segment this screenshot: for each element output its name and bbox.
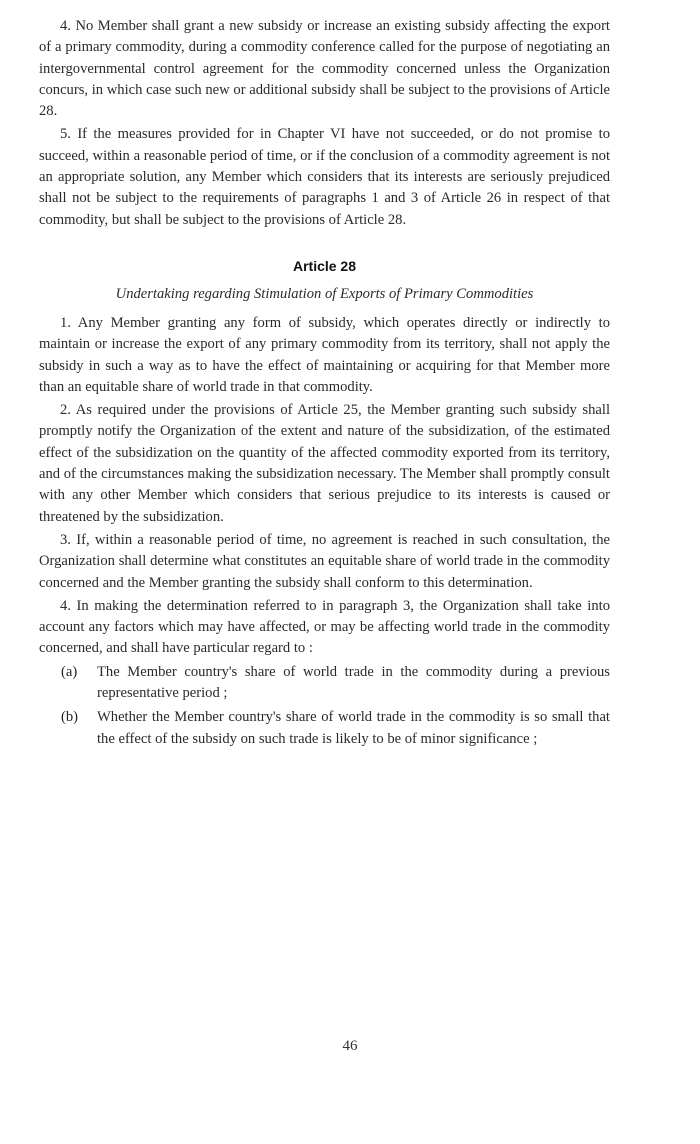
factor-list	[39, 662, 610, 750]
paragraph-4: 4. No Member shall grant a new subsidy or increase an existing subsidy affecting the export of a primary commodity, during a commodity conference called for the purpose of negotiating an intergovernmental control agreement for the commodity concerned unless the Organization concurs, in which case such new or additional subsidy shall be subject to the provisions of Article 28.	[39, 18, 610, 120]
document-page	[39, 16, 610, 753]
list-item-text: Whether the Member country's share of world trade in the commodity is so small that the effect of the subsidy on such trade is likely to be of minor significance ;	[97, 709, 610, 747]
article-paragraph-4: 4. In making the determination referred to in paragraph 3, the Organization shall take into account any factors which may have affected, or may be affecting world trade in the commodity concerned, and shall have particular regard to :	[39, 597, 610, 657]
paragraph-5: 5. If the measures provided for in Chapter VI have not succeeded, or do not promise to succeed, within a reasonable period of time, or if the conclusion of a commodity agreement is not an appropriate solution, any Member which considers that its interests are seriously prejudiced shall not be subject to the requirements of paragraphs 1 and 3 of Article 26 in respect of that commodity, but shall be subject to the provisions of Article 28.	[39, 126, 610, 228]
list-item-label: (b)	[61, 709, 79, 726]
article-paragraph-2: 2. As required under the provisions of Article 25, the Member granting such subsidy shall promptly notify the Organization of the extent and nature of the subsidization, of the estimated effect of the subsidization on the quantity of the affected commodity exported from its territory, and of the circumstances making the subsidization necessary. The Member shall promptly consult with any other Member which considers that serious prejudice to its interests is caused or threatened by the subsidization.	[39, 402, 610, 525]
article-paragraph-3: 3. If, within a reasonable period of time, no agreement is reached in such consultation, the Organization shall determine what constitutes an equitable share of world trade in the commodity concerned and the Member granting the subsidy shall conform to this determination.	[39, 531, 610, 591]
list-item-label: (a)	[61, 663, 78, 680]
article-paragraph-1: 1. Any Member granting any form of subsidy, which operates directly or indirectly to maintain or increase the export of any primary commodity from its territory, shall not apply the subsidy in such a way as to have the effect of maintaining or acquiring for that Member more than an equitable share of world trade in that commodity.	[39, 314, 610, 395]
article-heading: Article 28	[292, 257, 357, 274]
list-item	[39, 662, 610, 705]
list-item	[39, 707, 610, 750]
page-number: 46	[342, 1038, 358, 1054]
article-subtitle: Undertaking regarding Stimulation of Exports of Primary Commodities	[115, 285, 534, 302]
list-item-text: The Member country's share of world trade in the commodity during a previous representative period ;	[97, 663, 610, 702]
